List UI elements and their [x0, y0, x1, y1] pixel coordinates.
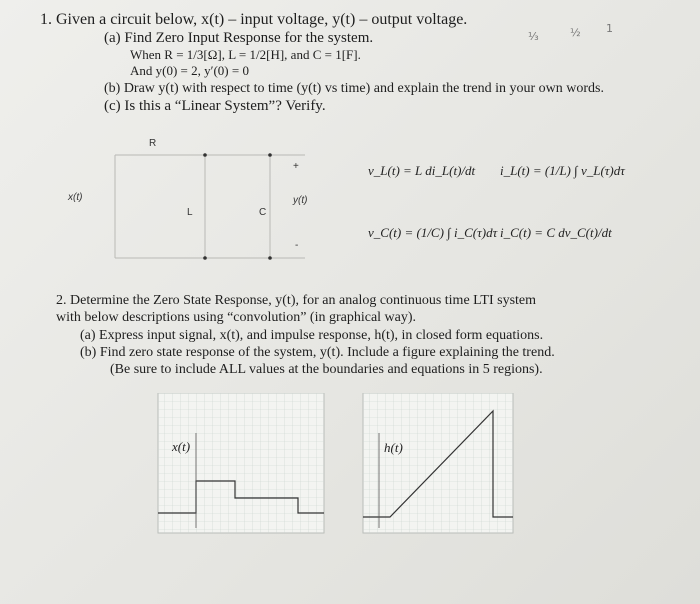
input-signal-label: x(t)	[172, 439, 191, 454]
output-plus-sign: +	[293, 161, 299, 172]
q2-title: 2. Determine the Zero State Response, y(t), for an analog continuous time LTI system	[56, 293, 537, 308]
capacitor-voltage-equation: v_C(t) = (1/C) ∫ i_C(τ)dτ	[368, 225, 498, 240]
inductor-current-equation: i_L(t) = (1/L) ∫ v_L(τ)dτ	[500, 163, 625, 178]
q1-component-values: When R = 1/3[Ω], L = 1/2[H], and C = 1[F].	[130, 47, 361, 62]
q2-title-continued: with below descriptions using “convolution” (in graphical way).	[56, 310, 417, 325]
capacitor-current-equation: i_C(t) = C dv_C(t)/dt	[500, 225, 612, 240]
q1-part-b: (b) Draw y(t) with respect to time (y(t) vs time) and explain the trend in your own words.	[104, 81, 604, 96]
inductor-voltage-equation: v_L(t) = L di_L(t)/dt	[368, 163, 476, 178]
q2-part-a: (a) Express input signal, x(t), and impulse response, h(t), in closed form equations.	[80, 328, 544, 343]
q1-part-c: (c) Is this a “Linear System”? Verify.	[104, 98, 326, 114]
inductor-label: L	[187, 207, 193, 218]
handwritten-note-one: 1	[606, 22, 613, 35]
q2-part-b-note: (Be sure to include ALL values at the boundaries and equations in 5 regions).	[110, 362, 543, 377]
impulse-response-label: h(t)	[384, 440, 403, 455]
impulse-response-graph	[345, 393, 520, 543]
handwritten-note-half: ½	[570, 26, 581, 39]
output-voltage-label: y(t)	[293, 195, 308, 206]
q1-initial-conditions: And y(0) = 2, y′(0) = 0	[130, 63, 249, 78]
input-voltage-label: x(t)	[68, 192, 83, 203]
input-signal-graph	[140, 393, 330, 543]
q1-title: 1. Given a circuit below, x(t) – input voltage, y(t) – output voltage.	[40, 11, 468, 28]
resistor-label: R	[149, 138, 157, 149]
capacitor-label: C	[259, 207, 267, 218]
handwritten-note-third: ⅓	[528, 30, 539, 43]
q2-part-b: (b) Find zero state response of the system, y(t). Include a figure explaining the trend.	[80, 345, 555, 360]
q1-part-a: (a) Find Zero Input Response for the system.	[104, 30, 374, 46]
output-minus-sign: -	[295, 240, 299, 251]
